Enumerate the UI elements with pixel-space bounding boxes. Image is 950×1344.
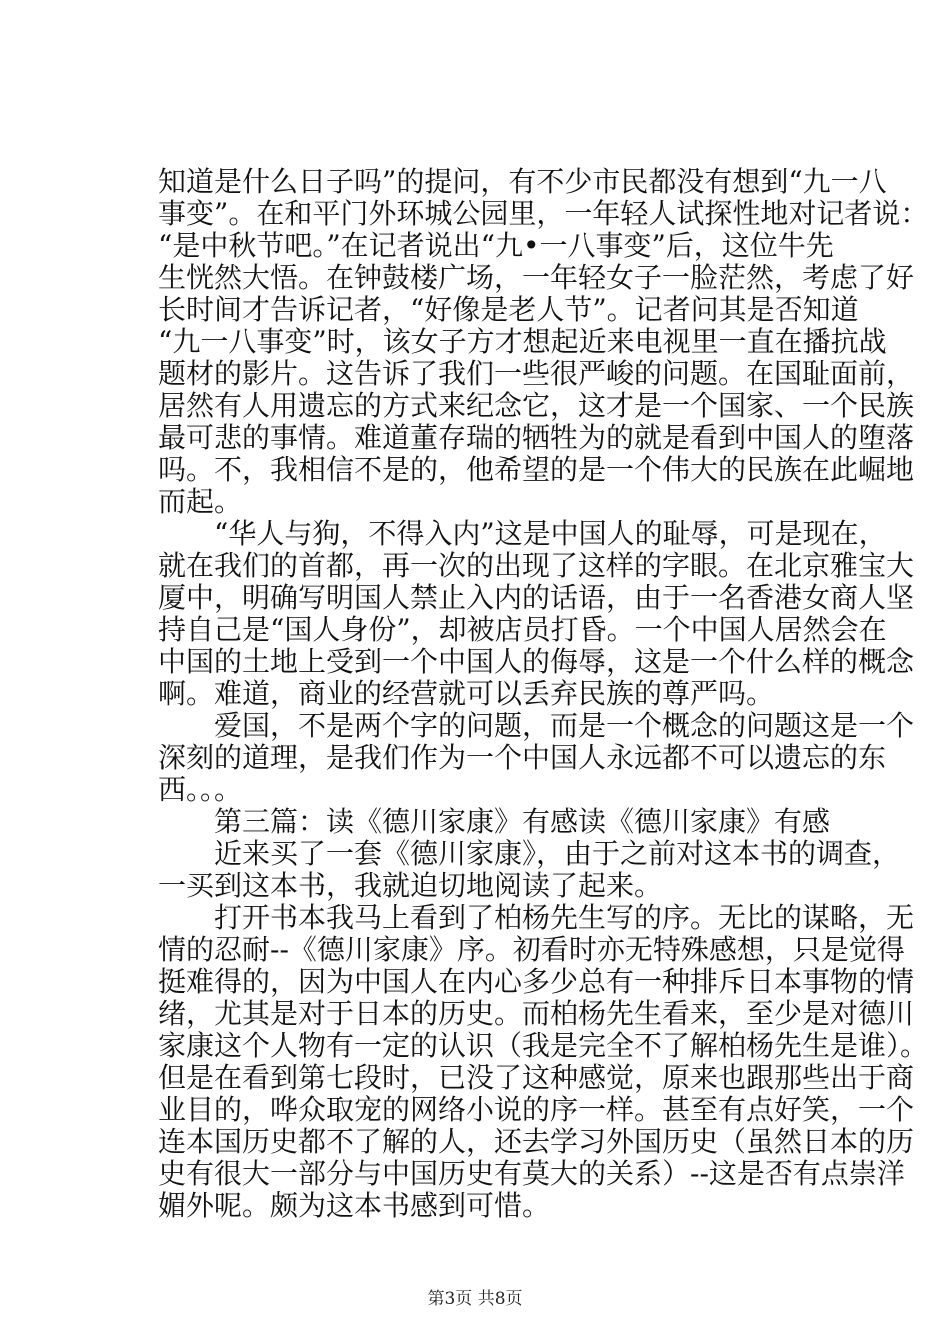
text-line: 题材的影片。这告诉了我们一些很严峻的问题。在国耻面前， (158, 357, 915, 390)
page-footer: 第3页 共8页 (427, 1289, 523, 1309)
text-line: 居然有人用遗忘的方式来纪念它，这才是一个国家、一个民族 (158, 389, 915, 422)
text-line: 绪，尤其是对于日本的历史。而柏杨先生看来，至少是对德川 (158, 997, 915, 1030)
section-heading: 第三篇：读《德川家康》有感读《德川家康》有感 (158, 805, 831, 838)
text-line: 史有很大一部分与中国历史有莫大的关系）--这是否有点崇洋 (158, 1157, 905, 1190)
text-line: 中国的土地上受到一个中国人的侮辱，这是一个什么样的概念 (158, 645, 915, 678)
text-line: 而起。 (158, 485, 243, 518)
text-line: 业目的，哗众取宠的网络小说的序一样。甚至有点好笑，一个 (158, 1093, 915, 1126)
text-line: 情的忍耐--《德川家康》序。初看时亦无特殊感想，只是觉得 (158, 933, 905, 966)
text-line: 最可悲的事情。难道董存瑞的牺牲为的就是看到中国人的堕落 (158, 421, 915, 454)
text-line: 就在我们的首都，再一次的出现了这样的字眼。在北京雅宝大 (158, 549, 915, 582)
text-line: 西。。。 (158, 773, 243, 806)
text-line: “是中秋节吧。”在记者说出“九•一八事变”后，这位牛先 (158, 229, 834, 262)
text-line: 但是在看到第七段时，已没了这种感觉，原来也跟那些出于商 (158, 1061, 915, 1094)
text-line: 挺难得的，因为中国人在内心多少总有一种排斥日本事物的情 (158, 965, 915, 998)
text-line: 爱国，不是两个字的问题，而是一个概念的问题这是一个 (158, 709, 915, 742)
text-line: 吗。不，我相信不是的，他希望的是一个伟大的民族在此崛地 (158, 453, 915, 486)
text-line: 生恍然大悟。在钟鼓楼广场，一年轻女子一脸茫然，考虑了好 (158, 261, 915, 294)
document-body (158, 165, 929, 1222)
text-line: 近来买了一套《德川家康》，由于之前对这本书的调查， (158, 837, 901, 870)
text-line: “九一八事变”时，该女子方才想起近来电视里一直在播抗战 (158, 325, 887, 358)
text-line: “华人与狗，不得入内”这是中国人的耻辱，可是现在， (158, 517, 887, 550)
text-line: 媚外呢。颇为这本书感到可惜。 (158, 1189, 551, 1222)
text-line: 深刻的道理，是我们作为一个中国人永远都不可以遗忘的东 (158, 741, 887, 774)
text-line: 啊。难道，商业的经营就可以丢弃民族的尊严吗。 (158, 677, 775, 710)
text-line: 家康这个人物有一定的认识（我是完全不了解柏杨先生是谁）。 (158, 1029, 929, 1062)
text-line: 事变”。在和平门外环城公园里，一年轻人试探性地对记者说： (158, 197, 929, 230)
text-line: 知道是什么日子吗”的提问，有不少市民都没有想到“九一八 (158, 165, 887, 198)
text-line: 一买到这本书，我就迫切地阅读了起来。 (158, 869, 663, 902)
text-line: 长时间才告诉记者，“好像是老人节”。记者问其是否知道 (158, 293, 859, 326)
text-line: 连本国历史都不了解的人，还去学习外国历史（虽然日本的历 (158, 1125, 915, 1158)
text-line: 打开书本我马上看到了柏杨先生写的序。无比的谋略，无 (158, 901, 915, 934)
text-line: 厦中，明确写明国人禁止入内的话语，由于一名香港女商人坚 (158, 581, 915, 614)
text-line: 持自己是“国人身份”，却被店员打昏。一个中国人居然会在 (158, 613, 887, 646)
